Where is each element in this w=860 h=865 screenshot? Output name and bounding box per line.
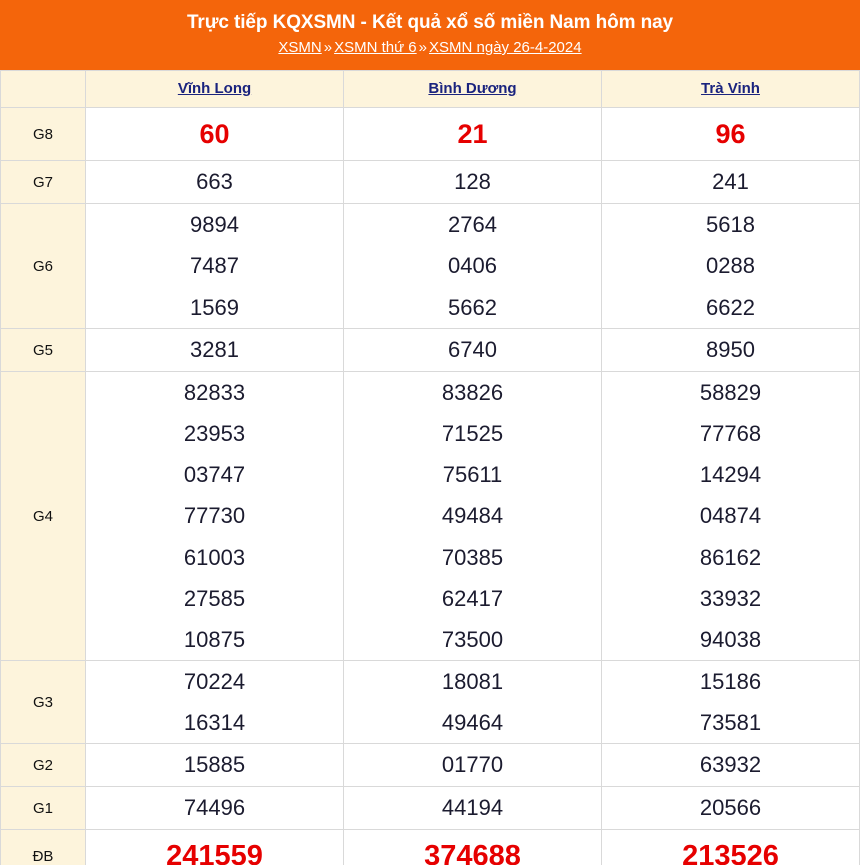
- prize-label-g2: G2: [1, 744, 86, 787]
- breadcrumb: [0, 38, 860, 58]
- breadcrumb-separator-2: »: [418, 39, 427, 56]
- prize-value-db-2: 213526: [602, 830, 860, 865]
- breadcrumb-link-xsmn-date[interactable]: XSMN ngày 26-4-2024: [429, 39, 582, 56]
- table-row: [1, 661, 860, 744]
- prize-label-g4: G4: [1, 372, 86, 661]
- prize-value-g2-1: 01770: [344, 744, 602, 787]
- prize-value-g4-2-0: 58829: [699, 380, 762, 406]
- prize-value-g4-2-4: 86162: [699, 544, 762, 570]
- prize-value-g6-0-0: 9894: [190, 212, 239, 238]
- prize-cell-g4-1: [344, 372, 602, 661]
- prize-label-g1: G1: [1, 787, 86, 830]
- prize-value-g6-1-2: 5662: [448, 294, 497, 320]
- table-row: [1, 329, 860, 372]
- prize-label-db: ĐB: [1, 830, 86, 865]
- prize-value-g4-1-5: 62417: [441, 585, 504, 611]
- prize-label-g8: G8: [1, 108, 86, 161]
- corner-cell: [1, 71, 86, 108]
- prize-label-g5: G5: [1, 329, 86, 372]
- prize-value-g8-0: 60: [86, 108, 344, 161]
- prize-value-g3-2-0: 15186: [699, 669, 762, 694]
- prize-value-g4-0-5: 27585: [183, 585, 246, 611]
- prize-value-g3-0-1: 16314: [183, 710, 246, 735]
- prize-value-g6-1-0: 2764: [448, 212, 497, 238]
- province-header-0: [86, 71, 344, 108]
- prize-value-g2-0: 15885: [86, 744, 344, 787]
- prize-value-g4-0-4: 61003: [183, 544, 246, 570]
- province-header-2: [602, 71, 860, 108]
- prize-value-g7-0: 663: [86, 161, 344, 204]
- prize-label-g6: G6: [1, 204, 86, 329]
- prize-cell-g6-1: [344, 204, 602, 329]
- prize-cell-g4-0: [86, 372, 344, 661]
- page-title: Trực tiếp KQXSMN - Kết quả xổ số miền Nam hôm nay: [186, 12, 674, 33]
- prize-value-g2-2: 63932: [602, 744, 860, 787]
- prize-value-g4-1-4: 70385: [441, 544, 504, 570]
- prize-value-db-1: 374688: [344, 830, 602, 865]
- prize-value-g4-2-6: 94038: [699, 626, 762, 652]
- prize-cell-g6-0: [86, 204, 344, 329]
- prize-value-g6-0-1: 7487: [190, 253, 239, 279]
- prize-value-g4-0-0: 82833: [183, 380, 246, 406]
- prize-value-g5-2: 8950: [602, 329, 860, 372]
- province-header-1: [344, 71, 602, 108]
- prize-value-g3-1-1: 49464: [441, 710, 504, 735]
- province-link-1[interactable]: Bình Dương: [428, 80, 517, 97]
- prize-value-g7-1: 128: [344, 161, 602, 204]
- table-row: [1, 787, 860, 830]
- prize-value-g4-0-1: 23953: [183, 421, 246, 447]
- prize-value-g4-0-2: 03747: [183, 462, 246, 488]
- prize-label-g3: G3: [1, 661, 86, 744]
- province-link-2[interactable]: Trà Vinh: [701, 80, 760, 97]
- table-row: [1, 108, 860, 161]
- prize-value-g1-1: 44194: [344, 787, 602, 830]
- table-row: [1, 830, 860, 865]
- prize-value-g4-2-5: 33932: [699, 585, 762, 611]
- prize-value-g8-2: 96: [602, 108, 860, 161]
- prize-value-g4-1-0: 83826: [441, 380, 504, 406]
- prize-value-db-0: 241559: [86, 830, 344, 865]
- prize-cell-g6-2: [602, 204, 860, 329]
- province-link-0[interactable]: Vĩnh Long: [177, 80, 252, 97]
- prize-value-g4-1-6: 73500: [441, 626, 504, 652]
- prize-value-g7-2: 241: [602, 161, 860, 204]
- prize-value-g6-2-2: 6622: [706, 294, 755, 320]
- prize-value-g4-1-1: 71525: [441, 421, 504, 447]
- prize-value-g5-1: 6740: [344, 329, 602, 372]
- prize-value-g3-0-0: 70224: [183, 669, 246, 694]
- prize-value-g4-0-6: 10875: [183, 626, 246, 652]
- prize-value-g4-2-2: 14294: [699, 462, 762, 488]
- prize-value-g6-1-1: 0406: [448, 253, 497, 279]
- prize-value-g1-0: 74496: [86, 787, 344, 830]
- breadcrumb-link-xsmn[interactable]: XSMN: [278, 39, 322, 56]
- prize-value-g8-1: 21: [344, 108, 602, 161]
- prize-value-g1-2: 20566: [602, 787, 860, 830]
- breadcrumb-separator-1: »: [323, 39, 333, 56]
- prize-cell-g3-0: [86, 661, 344, 744]
- prize-cell-g3-1: [344, 661, 602, 744]
- prize-value-g6-2-0: 5618: [706, 212, 755, 238]
- table-row: [1, 204, 860, 329]
- prize-value-g4-0-3: 77730: [183, 503, 246, 529]
- table-row: [1, 744, 860, 787]
- table-row: [1, 161, 860, 204]
- prize-value-g6-2-1: 0288: [706, 253, 755, 279]
- prize-label-g7: G7: [1, 161, 86, 204]
- prize-value-g3-1-0: 18081: [441, 669, 504, 694]
- page-header: [0, 0, 860, 70]
- prize-cell-g3-2: [602, 661, 860, 744]
- prize-value-g4-1-3: 49484: [441, 503, 504, 529]
- prize-value-g4-2-1: 77768: [699, 421, 762, 447]
- table-row: [1, 372, 860, 661]
- prize-value-g4-1-2: 75611: [442, 462, 503, 488]
- prize-value-g3-2-1: 73581: [699, 710, 762, 735]
- prize-value-g6-0-2: 1569: [190, 294, 239, 320]
- table-header-row: [1, 71, 860, 108]
- prize-cell-g4-2: [602, 372, 860, 661]
- results-table: [0, 70, 860, 865]
- breadcrumb-link-xsmn-thu-6[interactable]: XSMN thứ 6: [334, 39, 417, 56]
- prize-value-g4-2-3: 04874: [699, 503, 762, 529]
- prize-value-g5-0: 3281: [86, 329, 344, 372]
